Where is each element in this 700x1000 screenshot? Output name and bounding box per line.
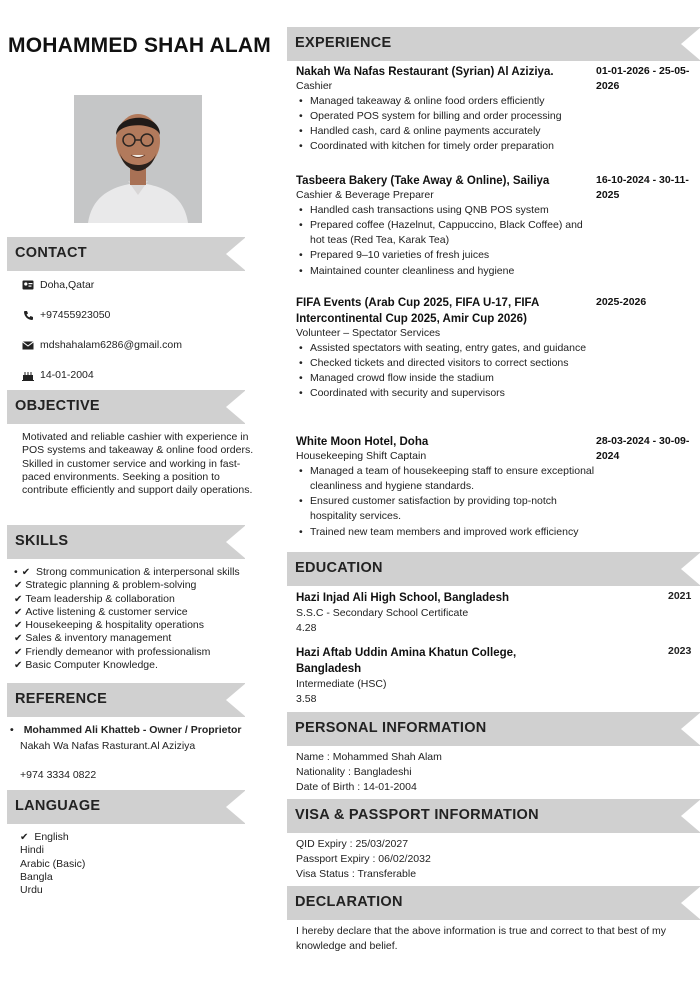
job-role: Cashier & Beverage Preparer [296, 189, 434, 201]
heading-notch [226, 683, 246, 717]
dob-text: 14-01-2004 [40, 369, 94, 381]
experience-item [296, 173, 596, 279]
language-heading [7, 790, 245, 824]
experience-heading-text: EXPERIENCE [295, 35, 392, 51]
education-year: 2021 [668, 590, 692, 602]
contact-phone [22, 309, 110, 321]
skill-text: Friendly demeanor with professionalism [25, 645, 211, 658]
personal-info-heading [287, 712, 700, 746]
reference-heading [7, 683, 245, 717]
bullet-icon: • [14, 566, 18, 578]
experience-item [296, 64, 596, 155]
email-text[interactable]: mdshahalam6286@gmail.com [40, 339, 182, 351]
checkmark-icon: ✔ [14, 620, 23, 632]
job-bullets [296, 94, 596, 155]
skill-text: Active listening & customer service [25, 605, 188, 618]
heading-notch [681, 552, 700, 586]
job-bullet: • Coordinated with security and supervisors [296, 386, 596, 401]
school-name: Hazi Aftab Uddin Amina Khatun College, Bangladesh [296, 647, 517, 675]
gpa-text: 4.28 [296, 622, 317, 634]
job-bullet: • Prepared coffee (Hazelnut, Cappuccino, Black Coffee) and hot teas (Red Tea, Karak Tea) [296, 218, 596, 249]
checkmark-icon: ✔ [20, 832, 29, 843]
contact-location [22, 279, 94, 291]
bullet-icon: • [10, 724, 14, 736]
contact-heading [7, 237, 245, 271]
checkmark-icon: ✔ [14, 646, 23, 658]
location-text: Doha,Qatar [40, 279, 95, 291]
language-item: Urdu [20, 884, 43, 897]
declaration-text: I hereby declare that the above information is true and correct to that best of my knowledge and belief. [296, 925, 667, 952]
passport-expiry: Passport Expiry : 06/02/2032 [296, 852, 431, 865]
heading-notch [226, 790, 246, 824]
contact-heading-text: CONTACT [15, 245, 87, 261]
job-bullet: • Managed crowd flow inside the stadium [296, 371, 596, 386]
education-item [296, 590, 636, 636]
candidate-name: MOHAMMED SHAH ALAM [8, 34, 271, 57]
skill-text: Strategic planning & problem-solving [25, 579, 197, 592]
left-column [0, 0, 285, 1000]
profile-photo-illustration [74, 95, 202, 223]
heading-notch [226, 390, 246, 424]
experience-heading [287, 27, 700, 61]
job-bullet: • Managed a team of housekeeping staff to ensure exceptional cleanliness and hygiene standards. [296, 464, 596, 495]
skill-item [14, 646, 276, 659]
reference-heading-text: REFERENCE [15, 691, 108, 707]
job-bullet: • Checked tickets and directed visitors to correct sections [296, 356, 596, 371]
skills-heading [7, 525, 245, 559]
skill-text: Strong communication & interpersonal skills [36, 566, 240, 578]
personal-info-heading-text: PERSONAL INFORMATION [295, 720, 487, 736]
objective-heading [7, 390, 245, 424]
job-bullets [296, 464, 596, 540]
job-role: Volunteer – Spectator Services [296, 327, 441, 339]
experience-item [296, 295, 596, 402]
degree-text: S.S.C - Secondary School Certificate [296, 607, 469, 619]
checkmark-icon: ✔ [14, 606, 23, 618]
job-bullet: • Handled cash transactions using QNB POS system [296, 203, 596, 218]
heading-notch [681, 799, 700, 833]
job-bullet: • Prepared 9–10 varieties of fresh juices [296, 248, 596, 263]
personal-dob: Date of Birth : 14-01-2004 [296, 780, 417, 793]
language-item: Hindi [20, 844, 44, 857]
skill-text: Housekeeping & hospitality operations [25, 619, 205, 632]
language-heading-text: LANGUAGE [15, 798, 101, 814]
job-bullet: • Operated POS system for billing and order processing [296, 109, 596, 124]
job-bullet: • Trained new team members and improved work efficiency [296, 525, 596, 540]
skill-item [14, 593, 276, 606]
job-bullet: • Maintained counter cleanliness and hygiene [296, 264, 596, 279]
job-title: White Moon Hotel, Doha [296, 436, 429, 448]
checkmark-icon: ✔ [21, 567, 31, 578]
language-item: Bangla [20, 870, 53, 883]
school-name: Hazi Injad Ali High School, Bangladesh [296, 592, 509, 604]
reference-phone: +974 3334 0822 [20, 769, 97, 781]
personal-info-list [296, 750, 442, 794]
job-date: 2025-2026 [596, 296, 647, 308]
id-card-icon [22, 280, 34, 291]
education-heading-text: EDUCATION [295, 560, 383, 576]
job-bullet: • Assisted spectators with seating, entry gates, and guidance [296, 341, 596, 356]
job-bullet: • Managed takeaway & online food orders efficiently [296, 94, 596, 109]
profile-photo [74, 95, 202, 223]
skill-item [14, 632, 276, 645]
job-bullet: • Ensured customer satisfaction by providing top-notch hospitality services. [296, 494, 596, 525]
language-text: English [34, 831, 69, 843]
job-bullets [296, 341, 596, 402]
job-title: Nakah Wa Nafas Restaurant (Syrian) Al Aziziya. [296, 66, 554, 78]
skill-item [14, 659, 276, 672]
education-item [296, 645, 546, 707]
visa-info-list [296, 837, 431, 881]
visa-status: Visa Status : Transferable [296, 867, 417, 880]
heading-notch [681, 712, 700, 746]
education-heading [287, 552, 700, 586]
skill-item [14, 606, 276, 619]
skill-text: Basic Computer Knowledge. [25, 659, 158, 672]
language-list [20, 831, 85, 897]
reference-name [10, 724, 242, 736]
education-year: 2023 [668, 645, 692, 657]
heading-notch [681, 27, 700, 61]
job-bullet: • Coordinated with kitchen for timely order preparation [296, 139, 596, 154]
job-date: 28-03-2024 - 30-09-2024 [596, 435, 690, 462]
skill-text: Team leadership & collaboration [25, 592, 175, 605]
skill-item [14, 579, 276, 592]
qid-expiry: QID Expiry : 25/03/2027 [296, 838, 409, 850]
declaration-heading [287, 886, 700, 920]
declaration-heading-text: DECLARATION [295, 894, 403, 910]
skill-item [14, 619, 276, 632]
checkmark-icon: ✔ [14, 660, 23, 672]
job-role: Cashier [296, 80, 333, 92]
objective-heading-text: OBJECTIVE [15, 398, 100, 414]
job-title: FIFA Events (Arab Cup 2025, FIFA U-17, FIFA Intercontinental Cup 2025, Amir Cup 2026) [296, 297, 539, 325]
birthday-cake-icon [22, 370, 34, 381]
skill-text: Sales & inventory management [25, 632, 172, 645]
personal-nationality: Nationality : Bangladeshi [296, 765, 412, 778]
job-bullets [296, 203, 596, 279]
skill-item [14, 566, 276, 579]
email-icon [22, 340, 34, 351]
checkmark-icon: ✔ [14, 593, 23, 605]
job-date: 01-01-2026 - 25-05-2026 [596, 65, 690, 92]
checkmark-icon: ✔ [14, 633, 23, 645]
objective-text: Motivated and reliable cashier with experience in POS systems and takeaway & online food orders. Skilled in customer service and working in fast-paced environments. Seeking a position to contribute efficiently and support daily operations. [22, 431, 254, 497]
contact-email [22, 339, 182, 351]
phone-icon [22, 310, 34, 321]
visa-heading-text: VISA & PASSPORT INFORMATION [295, 807, 539, 823]
degree-text: Intermediate (HSC) [296, 678, 387, 690]
skills-heading-text: SKILLS [15, 533, 69, 549]
checkmark-icon: ✔ [14, 580, 23, 592]
language-item [20, 831, 85, 844]
gpa-text: 3.58 [296, 693, 317, 705]
job-bullet: • Handled cash, card & online payments accurately [296, 124, 596, 139]
contact-dob [22, 369, 94, 381]
language-item: Arabic (Basic) [20, 857, 86, 870]
skills-list [14, 566, 276, 672]
reference-company: Nakah Wa Nafas Rasturant.Al Aziziya [20, 740, 196, 752]
reference-name-text: Mohammed Ali Khatteb - Owner / Proprietor [23, 724, 242, 736]
experience-item [296, 434, 596, 540]
phone-text: +97455923050 [40, 309, 111, 321]
visa-heading [287, 799, 700, 833]
job-title: Tasbeera Bakery (Take Away & Online), Sailiya [296, 175, 550, 187]
heading-notch [226, 525, 246, 559]
personal-name: Name : Mohammed Shah Alam [296, 751, 442, 763]
job-role: Housekeeping Shift Captain [296, 450, 427, 462]
heading-notch [681, 886, 700, 920]
job-date: 16-10-2024 - 30-11-2025 [596, 174, 689, 201]
heading-notch [226, 237, 246, 271]
